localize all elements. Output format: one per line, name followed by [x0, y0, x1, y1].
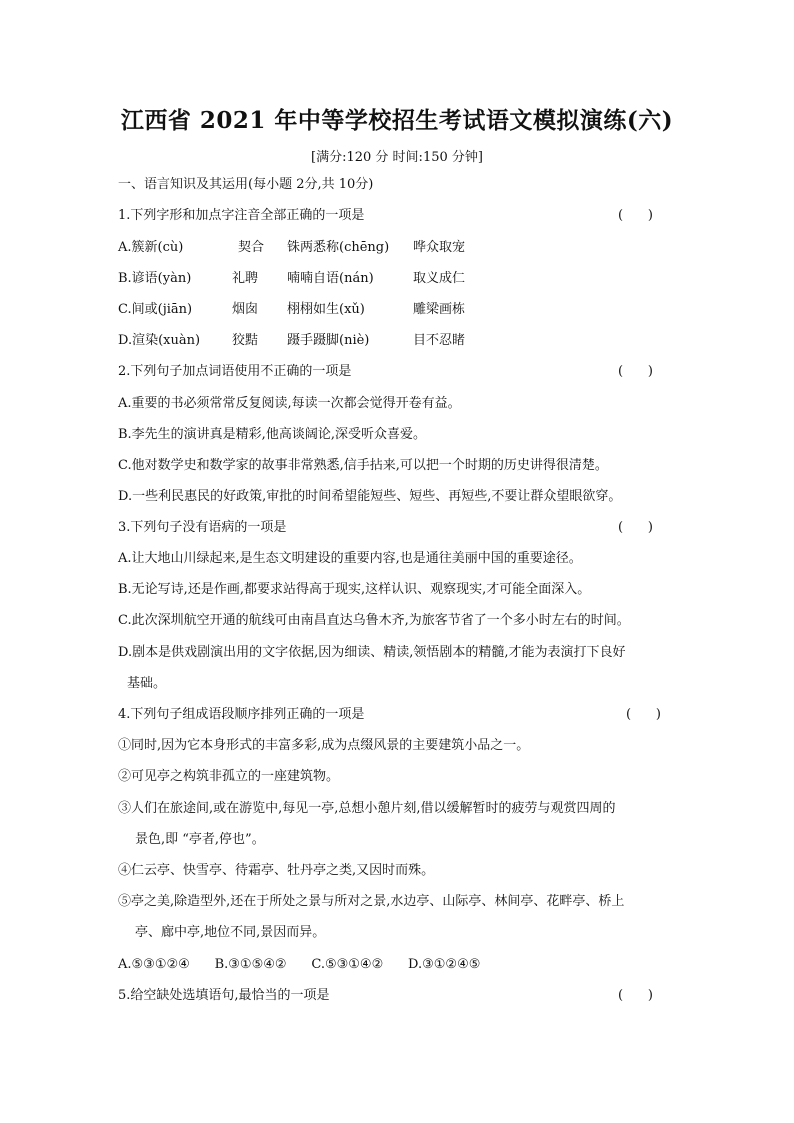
q1-option-a-2: 契合: [238, 240, 265, 255]
q4-sentence-3: ③人们在旅途间,或在游览中,每见一亭,总想小憩片刻,借以缓解暂时的疲劳与观赏四周的: [118, 801, 616, 816]
q1-option-d-2: 狡黠: [232, 333, 259, 348]
q2-option-a: A.重要的书必须常常反复阅读,每读一次都会觉得开卷有益。: [118, 396, 461, 411]
q1-option-c-1: C.间或(jiān): [118, 302, 193, 317]
q3-option-d-continued: 基础。: [127, 676, 167, 691]
question-4-stem: 4.下列句子组成语段顺序排列正确的一项是: [118, 707, 365, 722]
q1-option-b-3: 喃喃自语(nán): [287, 271, 374, 286]
q3-option-d: D.剧本是供戏剧演出用的文字依据,因为细读、精读,领悟剧本的精髓,才能为表演打下良好: [118, 645, 626, 660]
answer-bracket-5[interactable]: ( ): [618, 988, 653, 1003]
q4-sentence-5-continued: 亭、廊中亭,地位不同,景因而异。: [135, 925, 326, 940]
q1-option-a-3: 铢两悉称(chēng): [287, 240, 390, 255]
q1-option-d-1: D.渲染(xuàn): [118, 333, 201, 348]
page-title: 江西省 2021 年中等学校招生考试语文模拟演练(六): [120, 107, 674, 134]
answer-bracket-4[interactable]: ( ): [626, 707, 661, 722]
q1-option-d-3: 蹑手蹑脚(niè): [287, 333, 370, 348]
q2-option-b: B.李先生的演讲真是精彩,他高谈阔论,深受听众喜爱。: [118, 427, 426, 442]
q1-option-b-4: 取义成仁: [413, 271, 466, 286]
q4-sentence-1: ①同时,因为它本身形式的丰富多彩,成为点缀风景的主要建筑小品之一。: [118, 738, 530, 753]
exam-info: [满分:120 分 时间:150 分钟]: [311, 150, 483, 165]
q1-option-c-2: 烟囱: [232, 302, 259, 317]
q4-sentence-5: ⑤亭之美,除造型外,还在于所处之景与所对之景,水边亭、山际亭、林间亭、花畔亭、桥上: [118, 894, 625, 909]
section-heading: 一、语言知识及其运用(每小题 2分,共 10分): [118, 177, 374, 192]
question-5-stem: 5.给空缺处选填语句,最恰当的一项是: [118, 988, 330, 1003]
q1-option-b-1: B.谚语(yàn): [118, 271, 192, 286]
q1-option-d-4: 目不忍睹: [413, 333, 466, 348]
question-3-stem: 3.下列句子没有语病的一项是: [118, 520, 287, 535]
q2-option-d: D.一些利民惠民的好政策,审批的时间希望能短些、短些、再短些,不要让群众望眼欲穿。: [118, 489, 622, 504]
answer-bracket-1[interactable]: ( ): [618, 208, 653, 223]
answer-bracket-3[interactable]: ( ): [618, 520, 653, 535]
q3-option-a: A.让大地山川绿起来,是生态文明建设的重要内容,也是通往美丽中国的重要途径。: [118, 551, 582, 566]
answer-bracket-2[interactable]: ( ): [618, 364, 653, 379]
q4-sentence-3-continued: 景色,即 “亭者,停也”。: [135, 832, 265, 847]
q1-option-a-1: A.簇新(cù): [118, 240, 184, 255]
q4-options: A.⑤③①②④ B.③①⑤④② C.⑤③①④② D.③①②④⑤: [118, 957, 481, 972]
q4-sentence-4: ④仁云亭、快雪亭、待霜亭、牡丹亭之类,又因时而殊。: [118, 863, 435, 878]
q3-option-c: C.此次深圳航空开通的航线可由南昌直达乌鲁木齐,为旅客节省了一个多小时左右的时间。: [118, 613, 630, 628]
q4-sentence-2: ②可见亭之构筑非孤立的一座建筑物。: [118, 769, 340, 784]
q3-option-b: B.无论写诗,还是作画,都要求站得高于现实,这样认识、观察现实,才可能全面深入。: [118, 582, 591, 597]
q1-option-c-4: 雕梁画栋: [413, 302, 466, 317]
q1-option-a-4: 哗众取宠: [413, 240, 466, 255]
question-2-stem: 2.下列句子加点词语使用不正确的一项是: [118, 364, 352, 379]
q1-option-b-2: 礼聘: [232, 271, 259, 286]
question-1-stem: 1.下列字形和加点字注音全部正确的一项是: [118, 208, 365, 223]
q2-option-c: C.他对数学史和数学家的故事非常熟悉,信手拈来,可以把一个时期的历史讲得很清楚。: [118, 458, 608, 473]
q1-option-c-3: 栩栩如生(xǔ): [287, 302, 365, 317]
